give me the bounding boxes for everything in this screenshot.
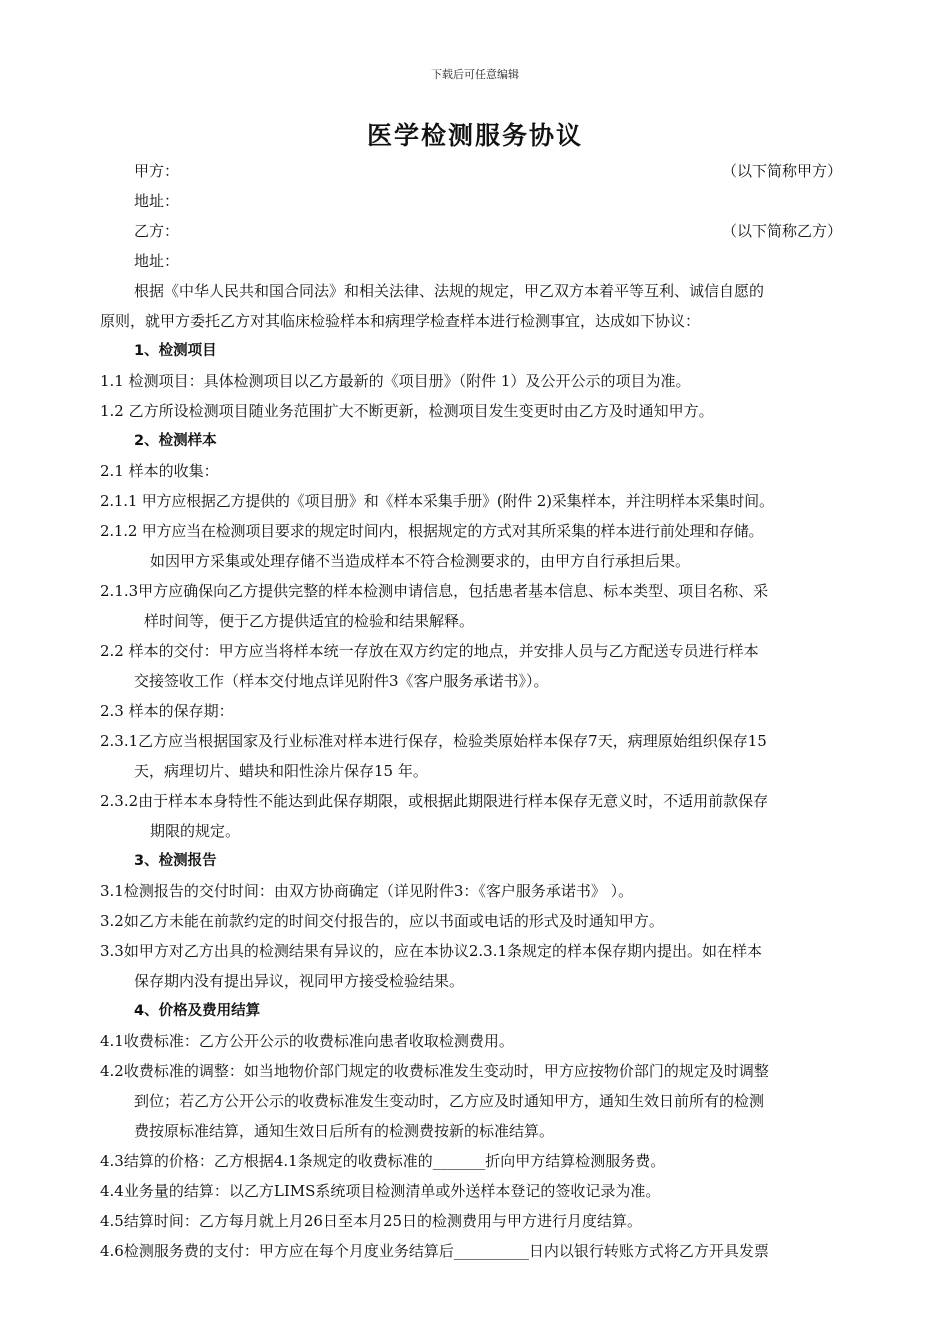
clause-4-3: 4.3结算的价格：乙方根据4.1条规定的收费标准的_______折向甲方结算检测服务费。 bbox=[100, 1152, 666, 1170]
section-heading-1: 1、检测项目 bbox=[134, 343, 217, 359]
party-b-label: 乙方： bbox=[134, 222, 180, 240]
document-title: 医学检测服务协议 bbox=[366, 121, 583, 150]
clause-3-3: 3.3如甲方对乙方出具的检测结果有异议的，应在本协议2.3.1条规定的样本保存期内提出。如在样本 bbox=[100, 942, 763, 960]
clause-3-1: 3.1检测报告的交付时间：由双方协商确定（详见附件3：《客户服务承诺书》 ）。 bbox=[100, 882, 634, 900]
clause-1-1: 1.1 检测项目：具体检测项目以乙方最新的《项目册》（附件 1）及公开公示的项目为准。 bbox=[100, 372, 691, 390]
clause-4-5: 4.5结算时间：乙方每月就上月26日至本月25日的检测费用与甲方进行月度结算。 bbox=[100, 1212, 643, 1230]
clause-4-6: 4.6检测服务费的支付：甲方应在每个月度业务结算后__________日内以银行转账方式将乙方开具发票 bbox=[100, 1242, 769, 1260]
clause-2-3-2: 2.3.2由于样本本身特性不能达到此保存期限，或根据此期限进行样本保存无意义时，不适用前款保存 bbox=[100, 792, 769, 810]
clause-4-2: 4.2收费标准的调整：如当地物价部门规定的收费标准发生变动时，甲方应按物价部门的规定及时调整 bbox=[100, 1062, 769, 1080]
clause-2-1-1: 2.1.1 甲方应根据乙方提供的《项目册》和《样本采集手册》(附件 2)采集样本，并注明样本采集时间。 bbox=[100, 492, 774, 510]
clause-2-1-3-cont: 样时间等，便于乙方提供适宜的检验和结果解释。 bbox=[144, 612, 475, 630]
party-a-line bbox=[100, 156, 850, 186]
clause-2-1: 2.1 样本的收集： bbox=[100, 462, 219, 480]
clause-2-3: 2.3 样本的保存期： bbox=[100, 702, 234, 720]
clause-2-2: 2.2 样本的交付：甲方应当将样本统一存放在双方约定的地点，并安排人员与乙方配送专员进行样本 bbox=[100, 642, 759, 660]
section-heading-4: 4、价格及费用结算 bbox=[134, 1003, 261, 1019]
party-b-alias: （以下简称乙方） bbox=[721, 222, 842, 240]
party-a-address: 地址： bbox=[134, 192, 180, 210]
clause-2-3-2-cont: 期限的规定。 bbox=[150, 822, 241, 840]
section-heading-3: 3、检测报告 bbox=[134, 853, 217, 869]
clause-4-2-cont: 费按原标准结算，通知生效日后所有的检测费按新的标准结算。 bbox=[134, 1122, 555, 1140]
document-body bbox=[100, 156, 850, 1266]
clause-3-3-cont: 保存期内没有提出异议，视同甲方接受检验结果。 bbox=[134, 972, 465, 990]
clause-2-1-3: 2.1.3甲方应确保向乙方提供完整的样本检测申请信息，包括患者基本信息、标本类型、项目名称、采 bbox=[100, 582, 769, 600]
clause-1-2: 1.2 乙方所设检测项目随业务范围扩大不断更新，检测项目发生变更时由乙方及时通知甲方。 bbox=[100, 402, 714, 420]
intro-paragraph-line: 根据《中华人民共和国合同法》和相关法律、法规的规定，甲乙双方本着平等互利、诚信自愿的 bbox=[134, 282, 765, 300]
section-heading-2: 2、检测样本 bbox=[134, 433, 217, 449]
clause-2-2-cont: 交接签收工作（样本交付地点详见附件3《客户服务承诺书》）。 bbox=[134, 672, 549, 690]
header-note: 下载后可任意编辑 bbox=[431, 68, 519, 81]
party-a-label: 甲方： bbox=[134, 162, 180, 180]
intro-paragraph-line: 原则，就甲方委托乙方对其临床检验样本和病理学检查样本进行检测事宜，达成如下协议： bbox=[100, 312, 701, 330]
clause-2-3-1: 2.3.1乙方应当根据国家及行业标准对样本进行保存，检验类原始样本保存7天，病理原始组织保存15 bbox=[100, 732, 767, 750]
party-b-address: 地址： bbox=[134, 252, 180, 270]
clause-2-1-2-cont: 如因甲方采集或处理存储不当造成样本不符合检测要求的，由甲方自行承担后果。 bbox=[150, 552, 691, 570]
clause-3-2: 3.2如乙方未能在前款约定的时间交付报告的，应以书面或电话的形式及时通知甲方。 bbox=[100, 912, 664, 930]
party-b-line bbox=[100, 216, 850, 246]
clause-2-3-1-cont: 天，病理切片、蜡块和阳性涂片保存15 年。 bbox=[134, 762, 428, 780]
clause-4-2-cont: 到位；若乙方公开公示的收费标准发生变动时，乙方应及时通知甲方，通知生效日前所有的检测 bbox=[134, 1092, 765, 1110]
clause-4-1: 4.1收费标准：乙方公开公示的收费标准向患者收取检测费用。 bbox=[100, 1032, 514, 1050]
clause-2-1-2: 2.1.2 甲方应当在检测项目要求的规定时间内，根据规定的方式对其所采集的样本进行前处理和存储。 bbox=[100, 522, 764, 540]
clause-4-4: 4.4业务量的结算：以乙方LIMS系统项目检测清单或外送样本登记的签收记录为准。 bbox=[100, 1182, 661, 1200]
party-a-alias: （以下简称甲方） bbox=[721, 162, 842, 180]
